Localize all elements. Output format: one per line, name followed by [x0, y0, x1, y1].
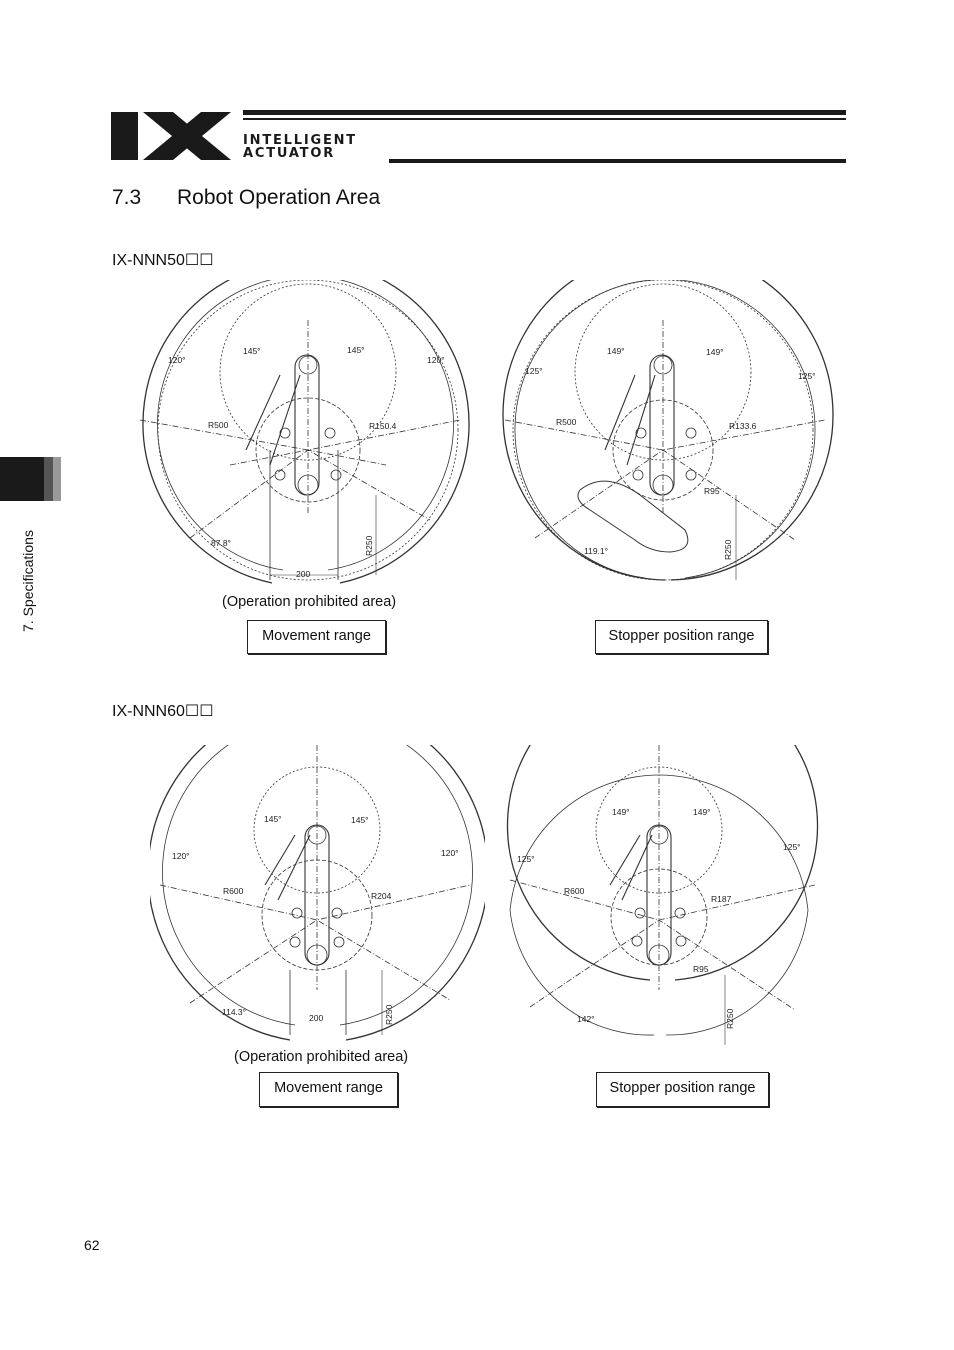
ix-logo [111, 110, 233, 162]
header-rule-bottom [389, 159, 846, 163]
header-rule-top [243, 110, 846, 115]
prohibited-area-caption: (Operation prohibited area) [222, 594, 397, 610]
angle-label: 120° [172, 851, 190, 861]
chapter-tab-strip [44, 457, 53, 501]
angle-label: 125° [783, 842, 801, 852]
angle-label: 149° [693, 807, 711, 817]
angle-label: 87.8° [211, 538, 231, 548]
model-title: IX-NNN60☐☐ [112, 703, 214, 720]
dimension-label: 200 [309, 1013, 324, 1023]
prohibited-area-caption: (Operation prohibited area) [234, 1049, 409, 1065]
angle-label: 125° [517, 854, 535, 864]
radius-label: R500 [208, 420, 229, 430]
section-name: Robot Operation Area [177, 186, 381, 209]
radius-label: R204 [371, 891, 392, 901]
section-number: 7.3 [112, 186, 142, 209]
radius-label: R600 [223, 886, 244, 896]
logo-line-1: INTELLIGENT [243, 133, 357, 148]
angle-label: 119.1° [584, 546, 609, 556]
angle-label: 120° [168, 355, 186, 365]
angle-label: 145° [264, 814, 282, 824]
angle-label: 114.3° [222, 1007, 247, 1017]
radius-label: R250 [364, 535, 374, 556]
section-title [112, 186, 380, 210]
stopper-range-label: Stopper position range [595, 620, 768, 654]
chapter-label: 7. Specifications [20, 530, 36, 632]
page-number: 62 [84, 1237, 100, 1253]
radius-label: R500 [556, 417, 577, 427]
header-rule-top-thin [243, 118, 846, 120]
dimension-label: 200 [296, 569, 311, 579]
stopper-range-diagram [495, 280, 840, 590]
movement-range-diagram [150, 745, 485, 1045]
angle-label: 145° [347, 345, 365, 355]
radius-label: R133.6 [729, 421, 757, 431]
radius-label: R150.4 [369, 421, 397, 431]
logo-text [243, 134, 357, 160]
radius-label: R187 [711, 894, 732, 904]
radius-label: R95 [704, 486, 720, 496]
angle-label: 120° [427, 355, 445, 365]
movement-range-diagram [130, 280, 480, 590]
model-title: IX-NNN50☐☐ [112, 252, 214, 269]
angle-label: 120° [441, 848, 459, 858]
radius-label: R95 [693, 964, 709, 974]
angle-label: 149° [607, 346, 625, 356]
stopper-range-diagram [500, 745, 820, 1050]
angle-label: 149° [612, 807, 630, 817]
angle-label: 125° [798, 371, 816, 381]
angle-label: 125° [525, 366, 543, 376]
radius-label: R250 [725, 1008, 735, 1029]
movement-range-label: Movement range [247, 620, 386, 654]
angle-label: 149° [706, 347, 724, 357]
radius-label: R600 [564, 886, 585, 896]
radius-label: R250 [384, 1004, 394, 1025]
angle-label: 142° [577, 1014, 595, 1024]
radius-label: R250 [723, 539, 733, 560]
angle-label: 145° [243, 346, 261, 356]
chapter-tab-strip [53, 457, 61, 501]
logo-line-2: ACTUATOR [243, 146, 336, 161]
movement-range-label: Movement range [259, 1072, 398, 1107]
chapter-tab [0, 457, 48, 501]
stopper-range-label: Stopper position range [596, 1072, 769, 1107]
angle-label: 145° [351, 815, 369, 825]
